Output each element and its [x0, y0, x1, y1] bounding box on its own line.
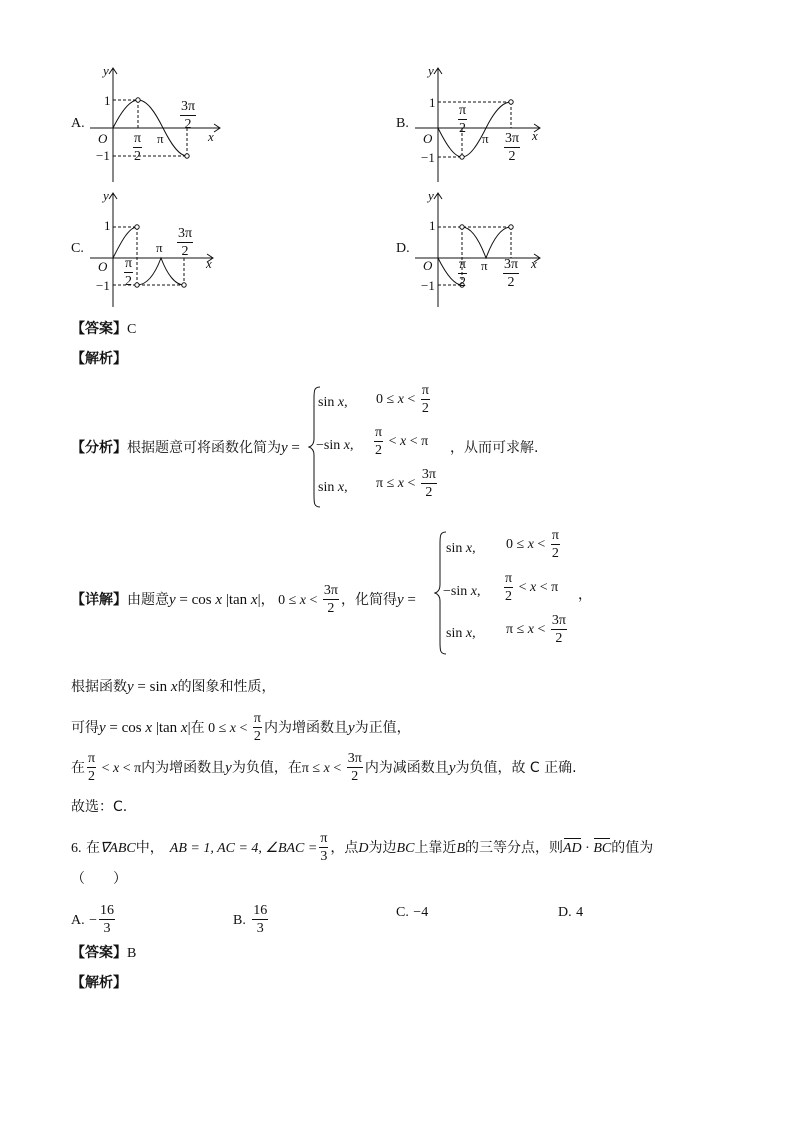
graph-c-x-label: x	[206, 256, 212, 271]
fenxi-label: 【分析】	[71, 440, 127, 456]
graph-d-tick-pi-half: $\frac{\pi}{2}$	[459, 257, 467, 290]
q6-number: 6.	[71, 841, 82, 856]
xiangjie-case-2: −sin x,	[443, 584, 481, 599]
xiangjie-case-1: sin x,	[446, 541, 476, 556]
graph-a-origin: O	[98, 131, 108, 146]
graph-a-tick-pi-half: $\frac{\pi}{2}$	[134, 131, 142, 164]
graph-c-tick-pi: π	[156, 240, 163, 255]
q5-line3: 在 $\frac{\pi}{2}$ < x < π内为增函数且y为负值，在π ≤ x < $\frac{3\pi}{2}$ 内为减函数且y为负值，故 C 正确.	[71, 751, 577, 784]
xiangjie-cond-1: 0 ≤ x < $\frac{\pi}{2}$	[506, 528, 559, 561]
xiangjie-case-3: sin x,	[446, 626, 476, 641]
option-b-label: B.	[396, 116, 409, 131]
xiangjie-cond-3: π ≤ x < $\frac{3\pi}{2}$	[506, 613, 566, 646]
graph-d-tick-1: 1	[429, 218, 436, 233]
q5-line2: 可得y = cos x |tan x|在 0 ≤ x < $\frac{\pi}{2}$ 内为增函数且y为正值，	[71, 711, 411, 744]
graph-d-tick-pi: π	[481, 258, 488, 273]
graph-c-tick-1: 1	[104, 218, 111, 233]
q5-answer-label: 【答案】	[71, 321, 127, 337]
q6-choice-a[interactable]: A. − $\frac{16}{3}$	[71, 903, 114, 936]
graph-c-origin: O	[98, 259, 108, 274]
q6-choice-c[interactable]: C. −4	[396, 905, 429, 920]
q6-answer: 【答案】B	[71, 945, 137, 961]
q6-paren: （ ）	[71, 871, 127, 887]
graph-d-y-label: y	[428, 188, 434, 203]
fenxi-cond-1: 0 ≤ x < $\frac{\pi}{2}$	[376, 383, 429, 416]
graph-a-x-label: x	[208, 129, 214, 144]
graph-d-tick-neg1: −1	[421, 278, 435, 293]
graph-b-origin: O	[423, 131, 433, 146]
fenxi-case-1: sin x,	[318, 395, 348, 410]
option-c-label: C.	[71, 241, 84, 256]
graph-b-tick-pi-half: $\frac{\pi}{2}$	[459, 103, 467, 136]
graph-a-tick-1: 1	[104, 93, 111, 108]
fenxi-cond-3: π ≤ x < $\frac{3\pi}{2}$	[376, 467, 436, 500]
q5-line1: 根据函数y = sin x的图象和性质，	[71, 679, 276, 695]
graph-c-tick-three-pi-half: $\frac{3\pi}{2}$	[178, 226, 193, 259]
graph-b-y-label: y	[428, 63, 434, 78]
fenxi-case-2: −sin x,	[316, 438, 354, 453]
graph-c-tick-neg1: −1	[96, 278, 110, 293]
fenxi-cond-2: $\frac{\pi}{2}$ < x < π	[375, 425, 429, 458]
q5-answer	[71, 318, 136, 338]
graph-d-origin: O	[423, 258, 433, 273]
graph-c-tick-pi-half: $\frac{\pi}{2}$	[125, 256, 133, 289]
q6-choice-b[interactable]: B. $\frac{16}{3}$	[233, 903, 268, 936]
graph-a-tick-neg1: −1	[96, 148, 110, 163]
fenxi-tail: ，从而可求解.	[450, 440, 539, 456]
q6-choice-d[interactable]: D. 4	[558, 905, 584, 920]
graph-b-tick-neg1: −1	[421, 150, 435, 165]
q5-analysis-heading: 【解析】	[71, 351, 127, 367]
graph-d-x-label: x	[531, 256, 537, 271]
graph-b-x-label: x	[532, 128, 538, 143]
graph-a-tick-three-pi-half: $\frac{3\pi}{2}$	[181, 99, 196, 132]
graph-c-y-label: y	[103, 188, 109, 203]
graph-a-y-label: y	[103, 63, 109, 78]
graph-a-tick-pi: π	[157, 131, 164, 146]
fenxi-case-3: sin x,	[318, 480, 348, 495]
graph-b-tick-1: 1	[429, 95, 436, 110]
q5-answer-value: C	[127, 322, 137, 337]
option-a-label: A.	[71, 116, 85, 131]
graph-b-tick-pi: π	[482, 131, 489, 146]
option-d-label: D.	[396, 241, 410, 256]
xiangjie-main: 【详解】由题意y = cos x |tan x|， 0 ≤ x < $\frac{3\pi}{2}$ ，化简得y =	[71, 583, 416, 616]
q6-analysis-heading: 【解析】	[71, 975, 127, 991]
vector-bc: BC	[593, 841, 612, 856]
q5-final: 故选：C.	[71, 799, 128, 815]
xiangjie-cond-2: $\frac{\pi}{2}$ < x < π	[505, 571, 559, 604]
graph-d-tick-three-pi-half: $\frac{3\pi}{2}$	[504, 257, 519, 290]
graph-b-tick-three-pi-half: $\frac{3\pi}{2}$	[505, 131, 520, 164]
vector-ad: AD	[563, 841, 582, 856]
q6-stem: 6. 在∇ABC中， AB = 1, AC = 4, ∠BAC = $\frac{\pi}{3}$ ，点D为边BC上靠近B的三等分点，则AD · BC的值为	[71, 831, 654, 864]
